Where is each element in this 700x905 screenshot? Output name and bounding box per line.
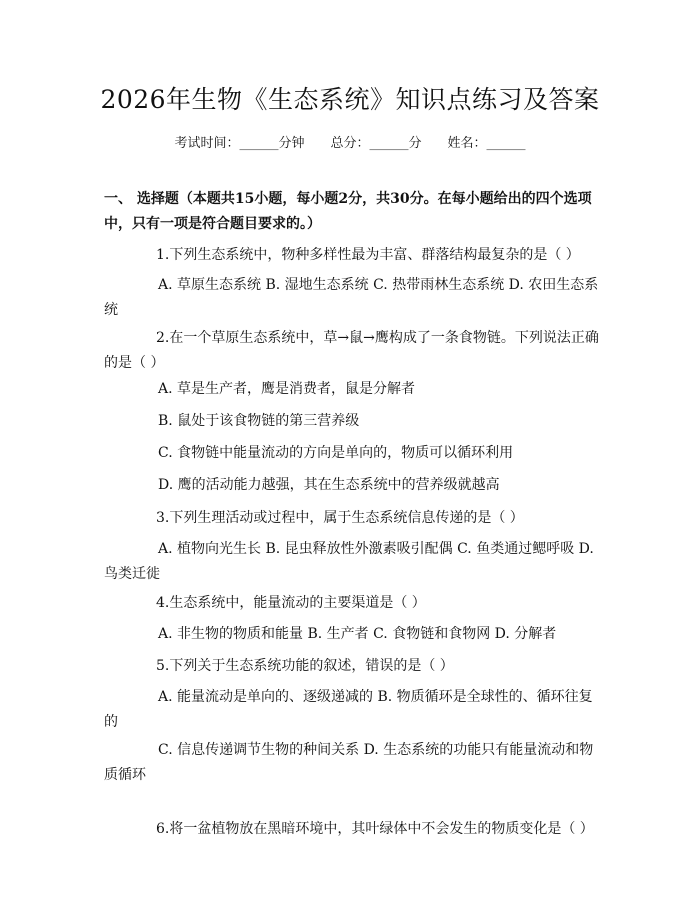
- exam-score-field: 总分：______分: [330, 136, 422, 151]
- question-number: 4.: [156, 595, 170, 611]
- question-number: 6.: [156, 821, 170, 837]
- question-4-options: A. 非生物的物质和能量 B. 生产者 C. 食物链和食物网 D. 分解者: [158, 626, 557, 642]
- question-2-option-a: A. 草是生产者，鹰是消费者，鼠是分解者: [158, 381, 416, 397]
- page-title: 2026年生物《生态系统》知识点练习及答案: [100, 85, 600, 114]
- section-heading: 一、 选择题（本题共15小题，每小题2分，共30分。在每小题给出的四个选项中，只有一项是符合题目要求的。）: [104, 191, 592, 232]
- question-3-options: A. 植物向光生长 B. 昆虫释放性外激素吸引配偶 C. 鱼类通过鳃呼吸 D. 鸟类迁徙: [104, 541, 594, 582]
- question-5-options-line-2: C. 信息传递调节生物的种间关系 D. 生态系统的功能只有能量流动和物质循环: [104, 742, 594, 783]
- question-3: [104, 506, 604, 531]
- question-4: [104, 591, 604, 616]
- question-number: 3.: [156, 510, 170, 526]
- question-stem: 将一盆植物放在黑暗环境中，其叶绿体中不会发生的物质变化是（ ）: [169, 821, 594, 837]
- exam-name-field: 姓名：______: [447, 136, 526, 151]
- question-1-options: A. 草原生态系统 B. 湿地生态系统 C. 热带雨林生态系统 D. 农田生态系统: [104, 277, 599, 318]
- question-2: [104, 326, 604, 376]
- question-6: [104, 817, 604, 842]
- question-5-options-line-1: A. 能量流动是单向的、逐级递减的 B. 物质循环是全球性的、循环往复的: [104, 689, 593, 730]
- question-stem: 下列关于生态系统功能的叙述，错误的是（ ）: [169, 658, 454, 674]
- question-stem: 下列生态系统中，物种多样性最为丰富、群落结构最复杂的是（ ）: [169, 247, 580, 263]
- question-stem: 在一个草原生态系统中，草→鼠→鹰构成了一条食物链。下列说法正确的是（ ）: [104, 330, 599, 371]
- question-number: 1.: [156, 247, 170, 263]
- exam-info: [0, 132, 700, 151]
- question-5: [104, 654, 604, 679]
- question-2-option-d: D. 鹰的活动能力越强，其在生态系统中的营养级就越高: [158, 477, 500, 493]
- question-2-option-c: C. 食物链中能量流动的方向是单向的，物质可以循环利用: [158, 445, 514, 461]
- question-number: 2.: [156, 330, 170, 346]
- exam-time-field: 考试时间：______分钟: [174, 136, 305, 151]
- question-1: [104, 243, 604, 268]
- question-2-option-b: B. 鼠处于该食物链的第三营养级: [158, 413, 360, 429]
- question-number: 5.: [156, 658, 170, 674]
- question-stem: 生态系统中，能量流动的主要渠道是（ ）: [169, 595, 426, 611]
- question-stem: 下列生理活动或过程中，属于生态系统信息传递的是（ ）: [169, 510, 524, 526]
